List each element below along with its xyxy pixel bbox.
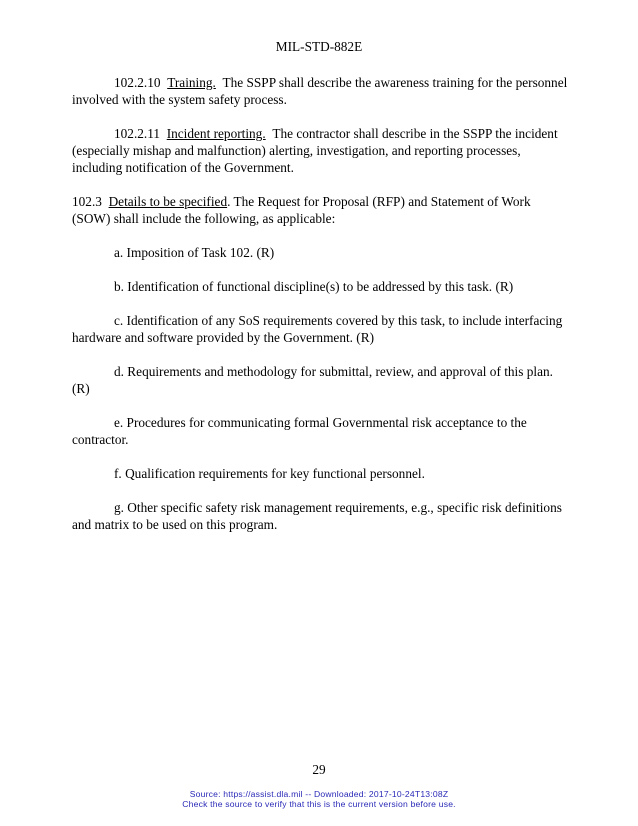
section-heading: Incident reporting. bbox=[166, 126, 266, 141]
list-item-c: c. Identification of any SoS requirements covered by this task, to include interfacing hardware and software provided by the Government. (R) bbox=[72, 313, 563, 345]
section-body: The contractor shall describe in the SSPP the incident (especially mishap and malfunction) alerting, investigation, and reporting processes, including notification of the Government. bbox=[72, 126, 558, 175]
page-number: 29 bbox=[312, 762, 326, 777]
paragraph-102-2-10 bbox=[72, 74, 568, 108]
section-number: 102.2.11 bbox=[114, 126, 161, 141]
list-item-b: b. Identification of functional discipline(s) to be addressed by this task. (R) bbox=[114, 279, 514, 294]
list-item-a: a. Imposition of Task 102. (R) bbox=[114, 245, 275, 260]
section-body: The SSPP shall describe the awareness training for the personnel involved with the system safety process. bbox=[72, 75, 568, 107]
verify-line: Check the source to verify that this is the current version before use. bbox=[182, 799, 456, 809]
paragraph-102-2-11 bbox=[72, 125, 568, 176]
source-line: Source: https://assist.dla.mil -- Downloaded: 2017-10-24T13:08Z bbox=[189, 789, 449, 799]
source-footer bbox=[0, 789, 638, 809]
document-header: MIL-STD-882E bbox=[275, 39, 363, 54]
section-number: 102.2.10 bbox=[114, 75, 161, 90]
list-item-f: f. Qualification requirements for key functional personnel. bbox=[114, 466, 425, 481]
list-item-d: d. Requirements and methodology for submittal, review, and approval of this plan. (R) bbox=[72, 364, 553, 396]
list-item-g: g. Other specific safety risk management requirements, e.g., specific risk definitions and matrix to be used on this program. bbox=[72, 500, 562, 532]
document-body bbox=[72, 74, 568, 550]
section-number: 102.3 bbox=[72, 194, 102, 209]
section-heading: Details to be specified bbox=[108, 194, 228, 209]
section-heading: Training. bbox=[167, 75, 216, 90]
section-body: . The Request for Proposal (RFP) and Statement of Work (SOW) shall include the following, as applicable: bbox=[72, 194, 531, 226]
list-item-e: e. Procedures for communicating formal Governmental risk acceptance to the contractor. bbox=[72, 415, 527, 447]
paragraph-102-3 bbox=[72, 193, 568, 227]
